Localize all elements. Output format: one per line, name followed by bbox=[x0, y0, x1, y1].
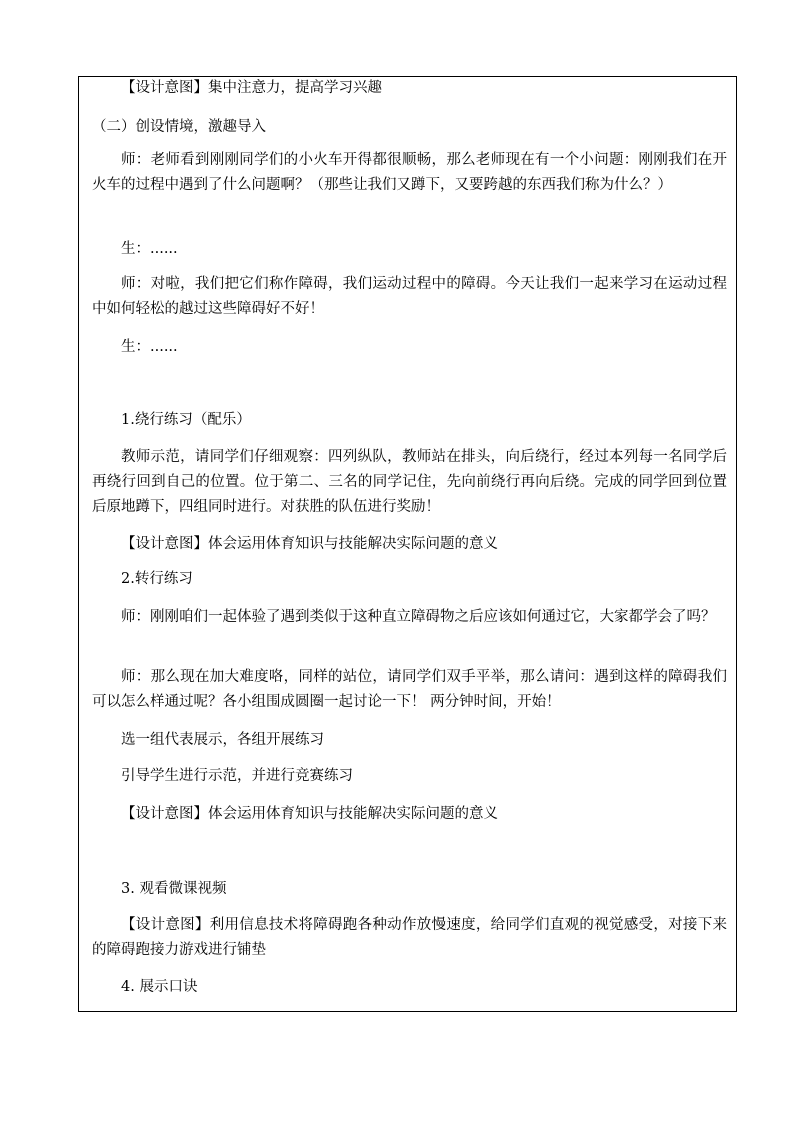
teacher-line-4: 师：那么现在加大难度咯，同样的站位，请同学们双手平举，那么请问：遇到这样的障碍我们可以怎么样通过呢？各小组围成圆圈一起讨论一下！ 两分钟时间，开始！ bbox=[92, 669, 727, 710]
teacher-line-2: 师：对啦，我们把它们称作障碍，我们运动过程中的障碍。今天让我们一起来学习在运动过程中如何轻松的越过这些障碍好不好！ bbox=[92, 276, 727, 317]
activity-heading-3: 3. 观看微课视频 bbox=[121, 881, 227, 897]
design-intent-1: 【设计意图】集中注意力，提高学习兴趣 bbox=[121, 80, 382, 96]
practice-line-1: 选一组代表展示，各组开展练习 bbox=[121, 732, 324, 748]
student-line-2: 生：...... bbox=[121, 339, 178, 355]
design-intent-4: 【设计意图】利用信息技术将障碍跑各种动作放慢速度，给同学们直观的视觉感受，对接下来的障碍跑接力游戏进行铺垫 bbox=[92, 917, 727, 958]
teacher-line-3: 师：刚刚咱们一起体验了遇到类似于这种直立障碍物之后应该如何通过它，大家都学会了吗？ bbox=[121, 609, 716, 625]
design-intent-3: 【设计意图】体会运用体育知识与技能解决实际问题的意义 bbox=[121, 806, 498, 822]
activity-heading-2: 2.转行练习 bbox=[121, 571, 193, 587]
student-line-1: 生：...... bbox=[121, 241, 178, 257]
design-intent-2: 【设计意图】体会运用体育知识与技能解决实际问题的意义 bbox=[121, 536, 498, 552]
section-heading-2: （二）创设情境，激趣导入 bbox=[92, 119, 266, 135]
activity-heading-4: 4. 展示口诀 bbox=[121, 979, 198, 995]
teacher-line-1: 师：老师看到刚刚同学们的小火车开得都很顺畅，那么老师现在有一个小问题：刚刚我们在开火车的过程中遇到了什么问题啊？（那些让我们又蹲下，又要跨越的东西我们称为什么？） bbox=[92, 152, 727, 193]
activity-heading-1: 1.绕行练习（配乐） bbox=[121, 412, 251, 428]
practice-line-2: 引导学生进行示范，并进行竞赛练习 bbox=[121, 768, 353, 784]
activity-description-1: 教师示范，请同学们仔细观察：四列纵队，教师站在排头，向后绕行，经过本列每一名同学后再绕行回到自己的位置。位于第二、三名的同学记住，先向前绕行再向后绕。完成的同学回到位置后原地蹲下，四组同时进行。对获胜的队伍进行奖励！ bbox=[92, 449, 727, 515]
